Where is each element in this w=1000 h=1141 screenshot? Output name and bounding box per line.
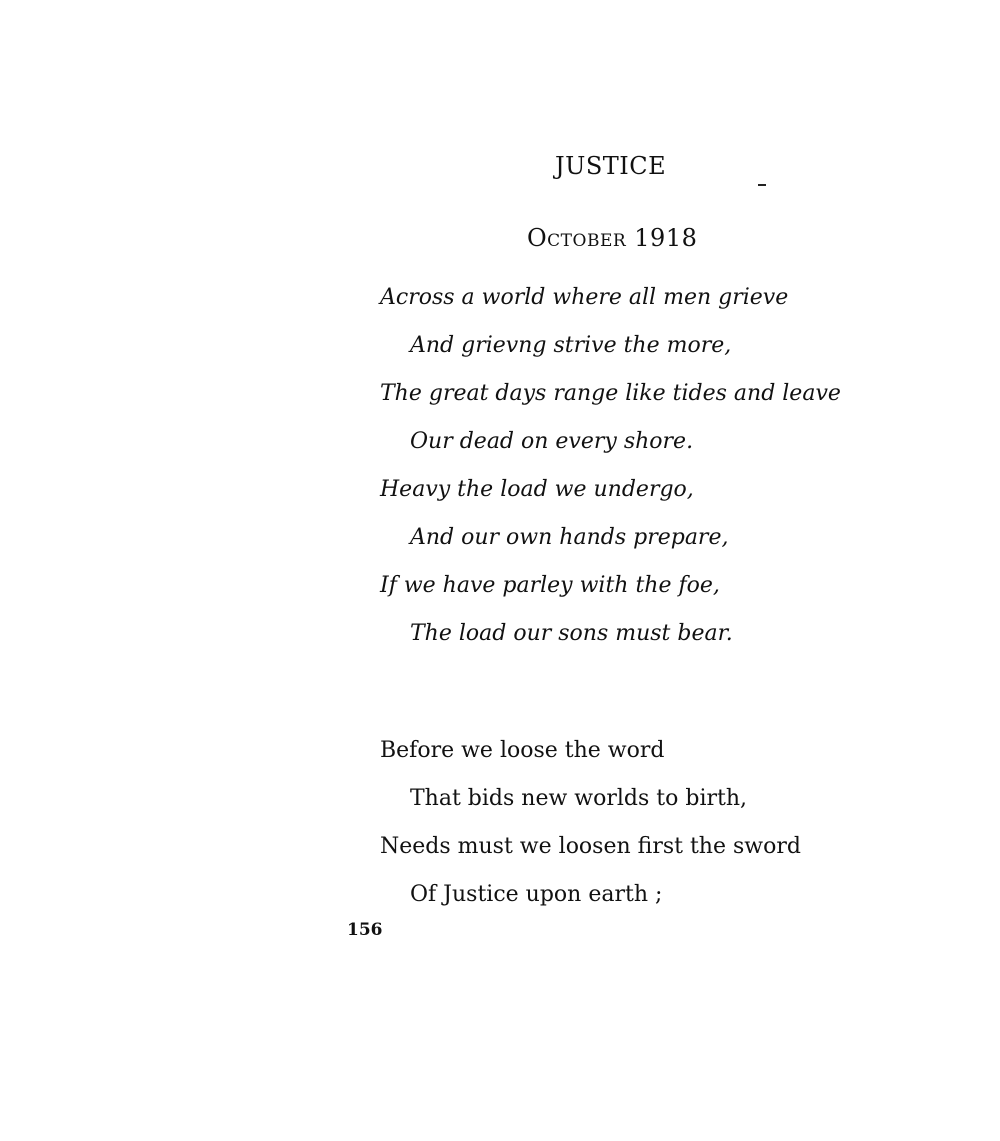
verse-line: The great days range like tides and leave [380,381,841,406]
verse-line: And grievng strive the more, [410,333,732,358]
poem-title: JUSTICE [555,152,667,180]
verse-line: The load our sons must bear. [410,621,733,646]
verse-line: Across a world where all men grieve [380,285,789,310]
verse-line: And our own hands prepare, [410,525,729,550]
print-speck [758,184,766,186]
poem-date: October 1918 [527,224,698,252]
verse-line: Of Justice upon earth ; [410,882,663,907]
page-number: 156 [347,920,383,940]
verse-line: Before we loose the word [380,738,665,763]
verse-line: That bids new worlds to birth, [410,786,748,811]
verse-line: Our dead on every shore. [410,429,694,454]
verse-line: Needs must we loosen first the sword [380,834,801,859]
verse-line: If we have parley with the foe, [380,573,720,598]
verse-line: Heavy the load we undergo, [380,477,694,502]
